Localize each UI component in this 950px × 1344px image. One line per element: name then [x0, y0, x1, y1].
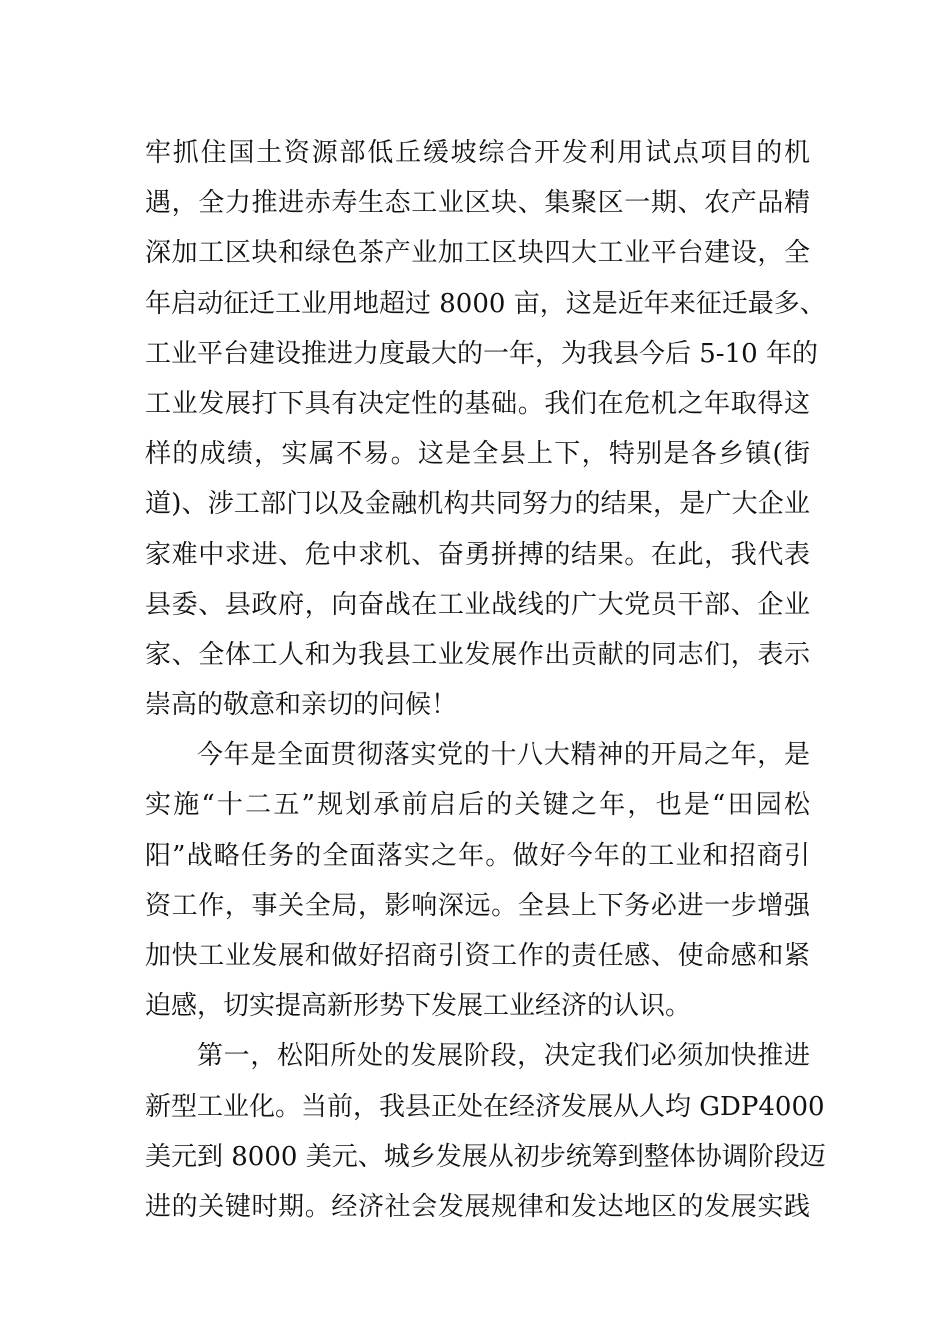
text-line: 阳”战略任务的全面落实之年。做好今年的工业和招商引	[145, 840, 810, 871]
text-line: 牢抓住国土资源部低丘缓坡综合开发利用试点项目的机	[145, 138, 810, 168]
text-line: 深加工区块和绿色茶产业加工区块四大工业平台建设，全	[145, 238, 810, 269]
text-line: 工业平台建设推进力度最大的一年，为我县今后 5-10 年的	[145, 338, 818, 369]
text-line: 第一，松阳所处的发展阶段，决定我们必须加快推进	[197, 1041, 810, 1072]
text-line: 县委、县政府，向奋战在工业战线的广大党员干部、企业	[145, 589, 810, 620]
text-line: 资工作，事关全局，影响深远。全县上下务必进一步增强	[145, 890, 810, 921]
text-line: 遇，全力推进赤寿生态工业区块、集聚区一期、农产品精	[145, 188, 810, 219]
text-line: 家、全体工人和为我县工业发展作出贡献的同志们，表示	[145, 639, 810, 670]
text-line: 新型工业化。当前，我县正处在经济发展从人均 GDP4000	[145, 1091, 825, 1122]
text-line: 家难中求进、危中求机、奋勇拼搏的结果。在此，我代表	[145, 539, 810, 570]
text-line: 工业发展打下具有决定性的基础。我们在危机之年取得这	[145, 388, 810, 419]
paragraph-1	[145, 128, 826, 730]
text-line: 今年是全面贯彻落实党的十八大精神的开局之年，是	[197, 740, 810, 771]
paragraph-2	[145, 730, 810, 1031]
text-line: 实施“十二五”规划承前启后的关键之年，也是“田园松	[145, 790, 810, 821]
text-line: 道)、涉工部门以及金融机构共同努力的结果，是广大企业	[145, 489, 810, 520]
text-line: 加快工业发展和做好招商引资工作的责任感、使命感和紧	[145, 941, 810, 971]
text-line: 迫感，切实提高新形势下发展工业经济的认识。	[145, 991, 692, 1022]
text-line: 美元到 8000 美元、城乡发展从初步统筹到整体协调阶段迈	[145, 1141, 826, 1172]
text-line: 进的关键时期。经济社会发展规律和发达地区的发展实践	[145, 1191, 810, 1222]
text-line: 年启动征迁工业用地超过 8000 亩，这是近年来征迁最多、	[145, 288, 826, 319]
document-body	[145, 128, 826, 1232]
paragraph-3	[145, 1031, 826, 1232]
text-line: 样的成绩，实属不易。这是全县上下，特别是各乡镇(街	[145, 439, 810, 470]
text-line: 崇高的敬意和亲切的问候！	[145, 690, 458, 721]
